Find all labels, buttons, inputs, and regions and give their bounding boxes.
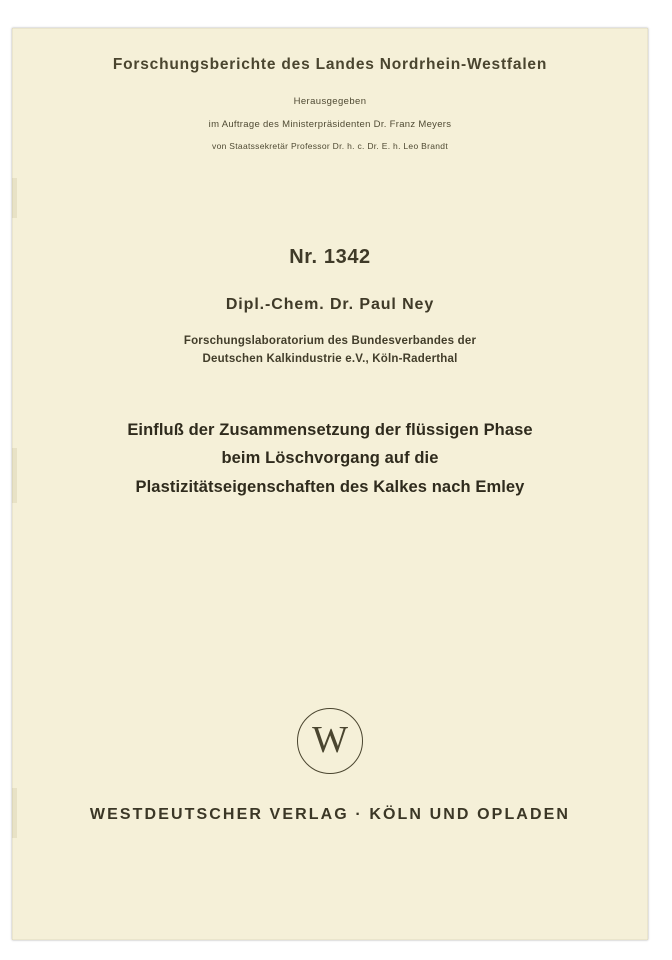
editor-secretary-line: von Staatssekretär Professor Dr. h. c. Dr. E. h. Leo Brandt xyxy=(212,141,448,151)
title-line-1: Einfluß der Zusammensetzung der flüssigen Phase xyxy=(127,421,533,439)
issue-number: Nr. 1342 xyxy=(289,246,371,268)
publisher-w-logo-icon xyxy=(297,708,363,774)
series-header: Forschungsberichte des Landes Nordrhein-Westfalen xyxy=(112,56,548,73)
publisher-name: WESTDEUTSCHER VERLAG · KÖLN UND OPLADEN xyxy=(89,806,571,823)
page-title xyxy=(62,416,598,501)
author-affiliation xyxy=(12,333,648,369)
title-line-3: Plastizitätseigenschaften des Kalkes nach Emley xyxy=(135,477,525,496)
editor-block xyxy=(12,96,648,151)
author-name: Dipl.-Chem. Dr. Paul Ney xyxy=(225,296,435,313)
scan-edge-mark xyxy=(12,448,17,503)
scan-edge-mark xyxy=(12,178,17,218)
book-cover-page xyxy=(12,28,648,940)
editor-label: Herausgegeben xyxy=(293,96,367,107)
affiliation-line-1: Forschungslaboratorium des Bundesverbandes der xyxy=(183,335,477,347)
editor-commission-line: im Auftrage des Ministerpräsidenten Dr. Franz Meyers xyxy=(208,119,452,130)
affiliation-line-2: Deutschen Kalkindustrie e.V., Köln-Raderthal xyxy=(202,352,458,365)
publisher-logo-wrap xyxy=(12,708,648,779)
title-line-2: beim Löschvorgang auf die xyxy=(221,449,439,468)
svg-text:W: W xyxy=(312,721,348,761)
